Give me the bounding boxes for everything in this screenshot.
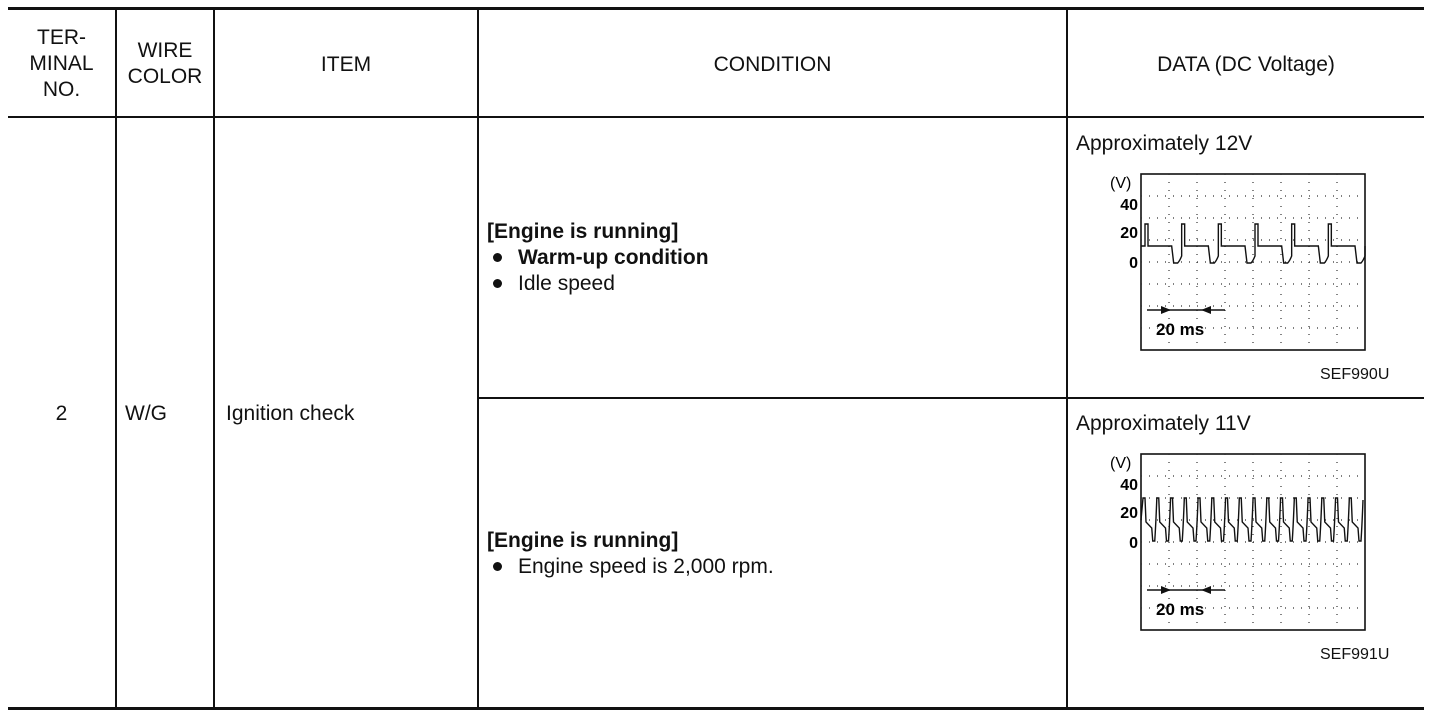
condition-1-bullet-2 — [487, 271, 1057, 297]
oscilloscope-waveform-1 — [1100, 168, 1372, 354]
scope-time-label: 20 ms — [1156, 600, 1205, 619]
header-wire-color — [117, 38, 213, 90]
bullet-icon — [493, 562, 502, 571]
condition-1-heading: [Engine is running] — [487, 220, 679, 243]
header-terminal-line-1: TER- — [37, 26, 86, 49]
bullet-icon — [493, 279, 502, 288]
arrow-left-icon — [1201, 306, 1211, 314]
oscilloscope-waveform-2 — [1100, 448, 1372, 634]
header-terminal-no — [8, 25, 115, 103]
wire-color-value: W/G — [125, 402, 167, 425]
header-item: ITEM — [320, 53, 372, 76]
scope-unit-label: (V) — [1110, 455, 1132, 472]
header-condition: CONDITION — [713, 53, 832, 76]
data-2-text: Approximately 11V — [1076, 412, 1251, 435]
scope-y-tick-label: 0 — [1129, 255, 1138, 272]
condition-1-bullet-1-text: Warm-up condition — [518, 246, 709, 269]
scope-y-tick-label: 40 — [1120, 477, 1138, 494]
col-divider-4 — [1066, 9, 1068, 709]
table-top-border — [8, 7, 1424, 10]
condition-2-bullet-1 — [487, 554, 1057, 580]
col-divider-2 — [213, 9, 215, 709]
scope-y-tick-label: 20 — [1120, 505, 1138, 522]
figure-code-1: SEF990U — [1320, 366, 1390, 383]
scope-y-tick-label: 0 — [1129, 535, 1138, 552]
condition-1-bullet-1 — [487, 245, 1057, 271]
header-bottom-border — [8, 116, 1424, 118]
arrow-left-icon — [1201, 586, 1211, 594]
scope-time-label: 20 ms — [1156, 320, 1205, 339]
condition-1 — [487, 219, 1057, 297]
col-divider-1 — [115, 9, 117, 709]
scope-unit-label: (V) — [1110, 175, 1132, 192]
condition-2 — [487, 528, 1057, 580]
scope-waveform-trace — [1141, 498, 1363, 541]
terminal-number: 2 — [55, 402, 68, 425]
header-wire-line-2: COLOR — [127, 65, 203, 88]
table-bottom-border — [8, 707, 1424, 710]
header-terminal-line-3: NO. — [42, 78, 81, 101]
item-value: Ignition check — [226, 402, 355, 425]
col-divider-3 — [477, 9, 479, 709]
arrow-right-icon — [1161, 586, 1171, 594]
condition-1-bullet-2-text: Idle speed — [518, 272, 615, 295]
scope-y-tick-label: 40 — [1120, 197, 1138, 214]
header-data: DATA (DC Voltage) — [1157, 53, 1335, 76]
condition-2-bullet-1-text: Engine speed is 2,000 rpm. — [518, 555, 774, 578]
figure-code-2: SEF991U — [1320, 646, 1390, 663]
arrow-right-icon — [1161, 306, 1171, 314]
header-wire-line-1: WIRE — [137, 39, 193, 62]
scope-waveform-trace — [1141, 224, 1365, 263]
scope-y-tick-label: 20 — [1120, 225, 1138, 242]
row-divider — [478, 397, 1424, 399]
bullet-icon — [493, 253, 502, 262]
header-terminal-line-2: MINAL — [29, 52, 94, 75]
data-1-text: Approximately 12V — [1076, 132, 1253, 155]
condition-2-heading: [Engine is running] — [487, 529, 679, 552]
